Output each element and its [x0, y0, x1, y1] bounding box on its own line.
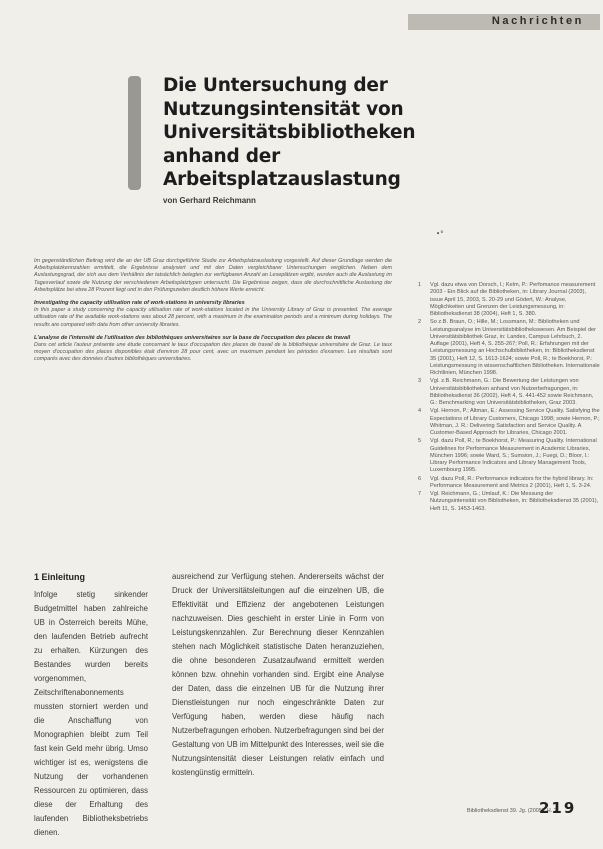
footnote-item	[418, 319, 600, 377]
abstracts-block	[34, 258, 392, 370]
abstract-text: In this paper a study concerning the capacity utilisation rate of work-stations located in the University Library of Graz is presented. The average utilisation rate of the available work-stations was about 28 percent, with a maximum in the examination periods and a minimum during holidays. The results are compared with data from other university libraries.	[34, 307, 392, 328]
article-author: von Gerhard Reichmann	[163, 196, 256, 205]
footnote-text: So z.B. Braun, O.; Hille, M.; Lossmann, M.: Bibliotheken und Leistungsanalyse im Universitätsbibliothekswesen. Am Beispiel der Universitätsbibliothek Graz, in: Landes, Campus Lehrbuch, 2. Auflage (2001), Heft 4, S. 255-267; Poll, R.: Erfahrungen mit der Leistungsmessung an Hochschulbibliotheken, in: Bibliotheksdienst 35 (2001), Heft 12, S. 1613-1624; sowie Poll, R.; te Boekhorst, P.: Leistungsmessung in wissenschaftlichen Bibliotheken. Internationale Richtlinien, München 1998.	[430, 319, 600, 376]
footnote-text: Vgl. dazu etwa von Dorsch, I.; Kelm, P.: Perfomance measurement 2003 - Ein Blick auf die Bibliotheken, in: Library Journal (2003), issue April 15, 2003, S. 20-29 und Gödert, W.: Analyse, Möglichkeiten und Grenzen der Leistungsmessung, in: Bibliotheksdienst 38 (2004), Heft 1, S. 380.	[430, 282, 596, 317]
page-number: 219	[539, 799, 577, 817]
abstract-heading: L'analyse de l'intensité de l'utilisation des bibliothèques universitaires sur la base de l'occupation des places de travail	[34, 334, 351, 341]
footer-journal-info: Bibliotheksdienst 39. Jg. (2005), H. 2	[467, 808, 557, 814]
abstract-german	[34, 258, 392, 294]
footnote-text: Vgl. Reichmann, G.; Umlauf, K.: Die Messung der Nutzungsintensität von Bibliotheken, in: Bibliotheksdienst 35 (2001), Heft 11, S. 1453-1463.	[430, 491, 599, 512]
article-title: Die Untersuchung der Nutzungsintensität von Universitätsbibliotheken anhand der Arbeitsplatzauslastung	[163, 75, 416, 190]
footnote-text: Vgl. dazu Poll, R.; te Boekhorst, P.: Measuring Quality. International Guidelines for Performance Measurement in Academic Libraries, München 1996; sowie Ward, S.; Sumsion, J.; Fuegi, D.; Bloor, I.: Library Performance Indicators and Library Management Tools, Luxembourg 1995.	[430, 438, 597, 474]
abstract-text: Dans cet article l'auteur présente une étude concernant le taux d'occupation des places de travail de la bibliothèque universitaire de Graz. Le taux moyen d'occupation des places disponibles était d'environ 28 pour cent, avec un maximum pendant les périodes d'examen. Les résultats sont comparés avec des données d'autres bibliothèques universitaires.	[34, 342, 392, 363]
footnote-number: 3	[418, 378, 422, 385]
footnote-number: 2	[418, 319, 422, 326]
footnote-item	[418, 378, 600, 407]
body-column-middle	[172, 570, 384, 780]
body-paragraph: Infolge stetig sinkender Budgetmittel haben zahlreiche UB in Österreich bereits Mühe, den laufenden Betrieb aufrecht zu erhalten. Kürzungen des Bestandes wurden bereits vorgenommen, Zeitschriftenabonnements mussten storniert werden und die Anschaffung von Monographien bleibt zum Teil fast kein Geld mehr übrig. Umso wichtiger ist es, wenigstens die Nutzung der vorhandenen Ressourcen zu optimieren, dass diese der Erhaltung des laufenden Bibliotheksbetriebs dienen.	[34, 590, 148, 837]
body-column-left	[34, 570, 148, 840]
footnote-item	[418, 408, 600, 437]
footnote-item	[418, 282, 600, 318]
abstract-heading: Investigating the capacity utilisation rate of work-stations in university libraries	[34, 300, 245, 307]
abstract-english	[34, 300, 392, 329]
footnote-number: 6	[418, 475, 422, 482]
abstract-text: Im gegenständlichen Beitrag wird die an der UB Graz durchgeführte Studie zur Arbeitsplatzauslastung vorgestellt. Auf dieser Grundlage werden die Arbeitsplatzkennzahlen ermittelt, die Ergebnisse analysiert und mit den Daten vergleichbarer Untersuchungen verglichen. Neben dem Auslastungsgrad, der sich aus dem Verhältnis der tatsächlich belegten zur verfügbaren Anzahl an Leseplätzen ergibt, wurden auch die Auslastung im Tagesverlauf sowie die Nutzung der verschiedenen Arbeitsplatztypen untersucht. Die Ergebnisse zeigen, dass die durchschnittliche Auslastung der Arbeitsplätze bei etwa 28 Prozent liegt und in den Prüfungszeiten deutlich höhere Werte erreicht.	[34, 258, 392, 293]
title-accent-bar	[128, 76, 141, 190]
footnote-text: Vgl. z.B. Reichmann, G.: Die Bewertung der Leistungen von Universitätsbibliotheken anhand von Nutzerbefragungen, in: Bibliotheksdienst 36 (2002), Heft 4, S. 441-452 sowie Reichmann, G.: Benchmarking von Universitätsbibliotheken, Graz 2003.	[430, 378, 594, 406]
footnote-item	[418, 438, 600, 474]
section-banner-label: Nachrichten	[491, 15, 584, 27]
footnote-list	[418, 282, 600, 513]
footnote-number: 5	[418, 438, 422, 445]
footnote-text: Vgl. Hernon, P.; Altman, E.: Assessing Service Quality. Satisfying the Expectations of Library Customers, Chicago 1998; sowie Hernon, P.; Whitman, J. R.: Delivering Satisfaction and Service Quality. A Customer-Based Approach for Libraries, Chicago 2001.	[430, 408, 600, 436]
footnote-number: 4	[418, 408, 422, 415]
footnotes-column	[418, 282, 600, 514]
body-paragraph: ausreichend zur Verfügung stehen. Andererseits wächst der Druck der Universitätsleitungen auf die einzelnen UB, die Effektivität und Effizienz der angebotenen Leistungen nachzuweisen. Dies geschieht in erster Linie in Form von Leistungskennzahlen. Zur Berechnung dieser Kennzahlen stehen nach Möglichkeit statistische Daten heranzuziehen, die ohne besonderen Zusatzaufwand ermittelt werden können bzw. ohnehin vorhanden sind. Ergibt eine Analyse der Daten, dass die einzelnen UB für die Nutzung ihrer Dienstleistungen nur noch eingeschränkte Daten zur Verfügung haben, werden diese häufig nach Nutzerbefragungen erhoben. Nutzerbefragungen sind bei der Gestaltung von UB im Mittelpunkt des Interesses, weil sie die Nutzungsintensität dieser Leistungen relativ einfach und kostengünstig ermitteln.	[172, 572, 384, 777]
section-heading: 1 Einleitung	[34, 572, 86, 582]
footnote-item	[418, 476, 600, 491]
footnote-number: 7	[418, 491, 422, 497]
footnote-item	[418, 491, 600, 513]
abstract-french	[34, 335, 392, 364]
footnote-number: 1	[418, 282, 422, 288]
stray-mark: •°	[436, 230, 444, 238]
footnote-text: Vgl. dazu Poll, R.: Performance indicators for the hybrid library. In: Performance Measurement and Metrics 2 (2001), Heft 1, S. 3-24.	[430, 475, 594, 489]
section-banner	[408, 14, 600, 30]
